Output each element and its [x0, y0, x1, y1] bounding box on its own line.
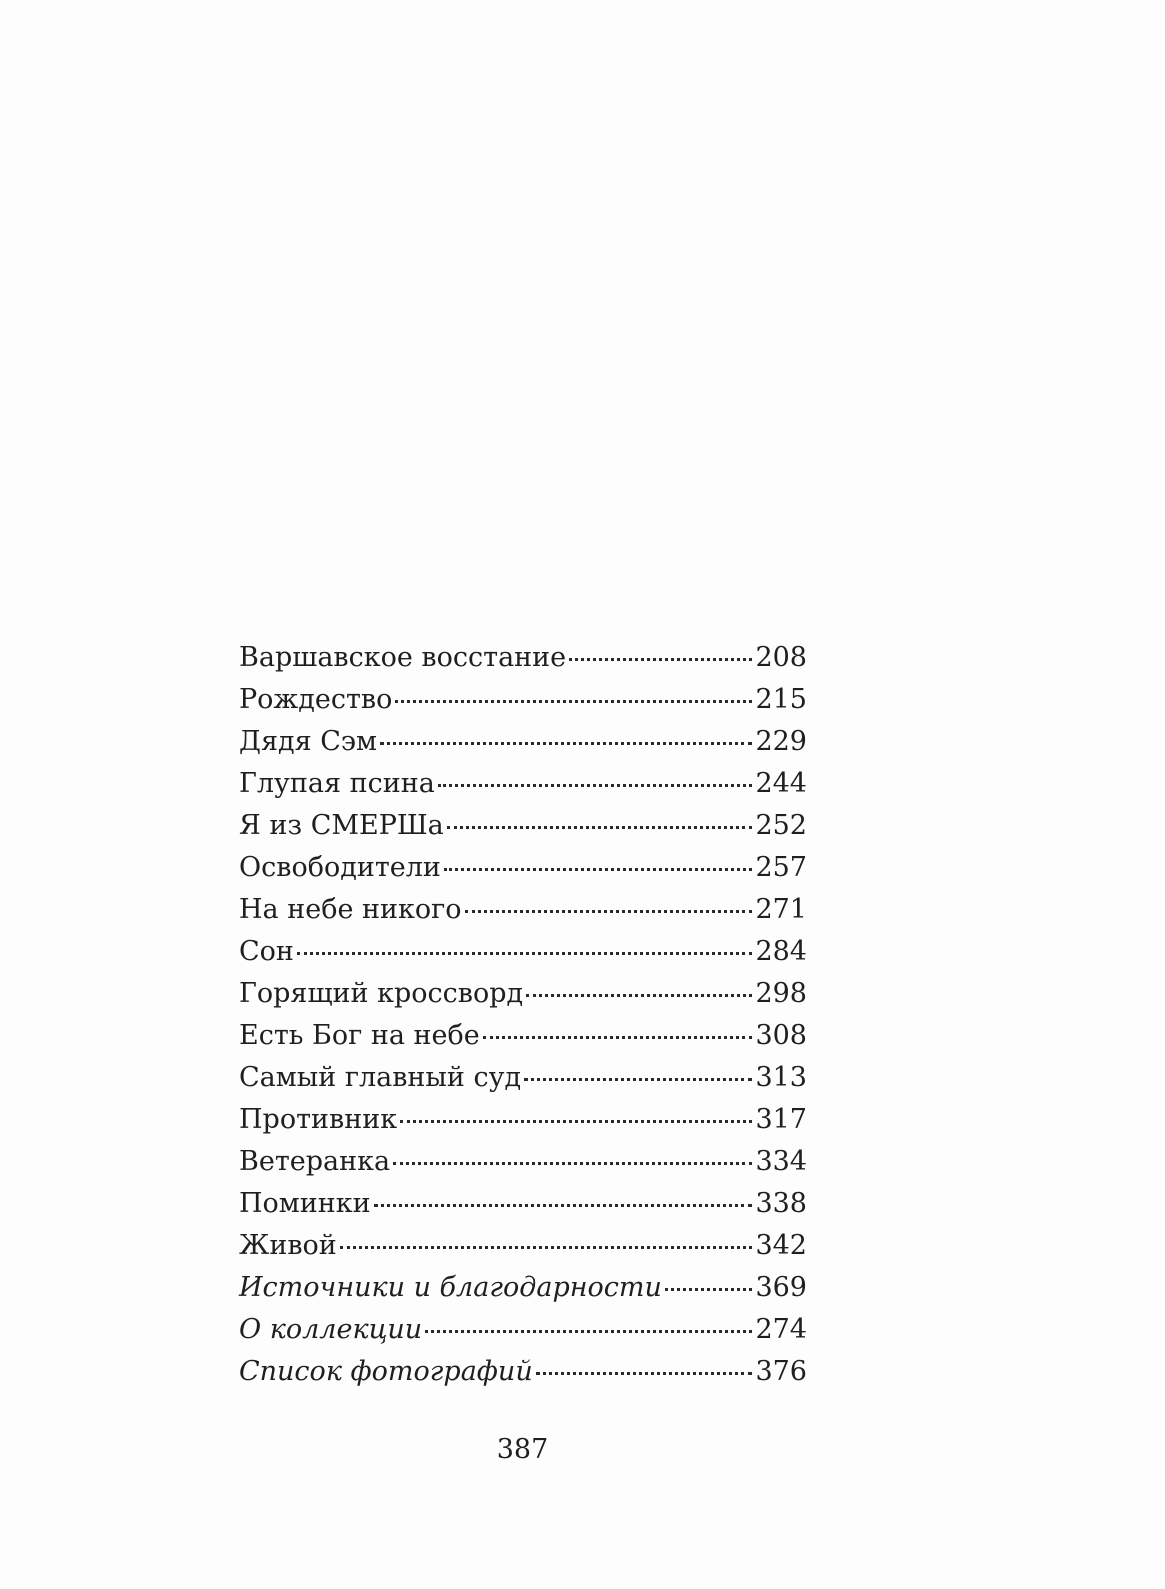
toc-entry	[239, 1062, 807, 1104]
toc-entry	[239, 1272, 807, 1314]
toc-entry-page: 271	[755, 894, 807, 925]
toc-entry-title: Рождество	[239, 684, 393, 715]
dot-leader	[447, 826, 753, 829]
toc-entry-page: 376	[755, 1356, 807, 1387]
toc-entry	[239, 768, 807, 810]
toc-entry	[239, 1020, 807, 1062]
dot-leader	[536, 1372, 753, 1375]
toc-entry	[239, 810, 807, 852]
toc-entry	[239, 642, 807, 684]
dot-leader	[524, 1078, 752, 1081]
toc-entry-title: Глупая псина	[239, 768, 435, 799]
table-of-contents	[239, 642, 807, 1398]
page-number: 387	[496, 1434, 549, 1465]
toc-entry-title: Горящий кроссворд	[239, 978, 524, 1009]
dot-leader	[374, 1204, 753, 1207]
dot-leader	[465, 910, 753, 913]
toc-entry-title: Противник	[239, 1104, 398, 1135]
toc-entry	[239, 1230, 807, 1272]
toc-entry-page: 229	[755, 726, 807, 757]
toc-entry-page: 338	[755, 1188, 807, 1219]
toc-entry-title: Есть Бог на небе	[239, 1020, 480, 1051]
toc-entry-title: Сон	[239, 936, 294, 967]
dot-leader	[438, 784, 753, 787]
toc-entry-page: 313	[755, 1062, 807, 1093]
toc-entry-page: 342	[755, 1230, 807, 1261]
toc-entry-title: Источники и благодарности	[239, 1272, 662, 1303]
toc-entry-title: Дядя Сэм	[239, 726, 378, 757]
toc-entry-page: 274	[755, 1314, 807, 1345]
toc-entry-page: 308	[755, 1020, 807, 1051]
dot-leader	[483, 1036, 753, 1039]
toc-entry-page: 257	[755, 852, 807, 883]
toc-entry-title: Поминки	[239, 1188, 371, 1219]
dot-leader	[425, 1330, 752, 1333]
toc-entry	[239, 852, 807, 894]
toc-entry	[239, 1188, 807, 1230]
dot-leader	[340, 1246, 753, 1249]
toc-entry-page: 215	[755, 684, 807, 715]
toc-entry	[239, 1356, 807, 1398]
toc-entry-title: Живой	[239, 1230, 337, 1261]
toc-entry-title: Освободители	[239, 852, 441, 883]
dot-leader	[395, 700, 752, 703]
toc-entry-page: 369	[755, 1272, 807, 1303]
toc-entry	[239, 978, 807, 1020]
toc-entry-page: 334	[755, 1146, 807, 1177]
dot-leader	[380, 742, 752, 745]
toc-entry-page: 317	[755, 1104, 807, 1135]
toc-entry-page: 244	[755, 768, 807, 799]
toc-entry	[239, 684, 807, 726]
toc-entry	[239, 726, 807, 768]
toc-entry-title: Самый главный суд	[239, 1062, 522, 1093]
dot-leader	[297, 952, 753, 955]
toc-entry	[239, 894, 807, 936]
toc-entry-title: Ветеранка	[239, 1146, 391, 1177]
toc-entry	[239, 1104, 807, 1146]
toc-entry-page: 284	[755, 936, 807, 967]
toc-entry-title: На небе никого	[239, 894, 462, 925]
toc-entry-title: Список фотографий	[239, 1356, 533, 1387]
toc-entry-title: Я из СМЕРШа	[239, 810, 444, 841]
dot-leader	[526, 994, 752, 997]
dot-leader	[665, 1288, 753, 1291]
toc-entry-page: 298	[755, 978, 807, 1009]
toc-entry-title: Варшавское восстание	[239, 642, 567, 673]
dot-leader	[569, 658, 752, 661]
toc-entry	[239, 1146, 807, 1188]
toc-entry-page: 252	[755, 810, 807, 841]
dot-leader	[400, 1120, 752, 1123]
toc-entry-title: О коллекции	[239, 1314, 423, 1345]
toc-entry	[239, 936, 807, 978]
toc-entry	[239, 1314, 807, 1356]
toc-entry-page: 208	[755, 642, 807, 673]
dot-leader	[444, 868, 753, 871]
dot-leader	[393, 1162, 752, 1165]
